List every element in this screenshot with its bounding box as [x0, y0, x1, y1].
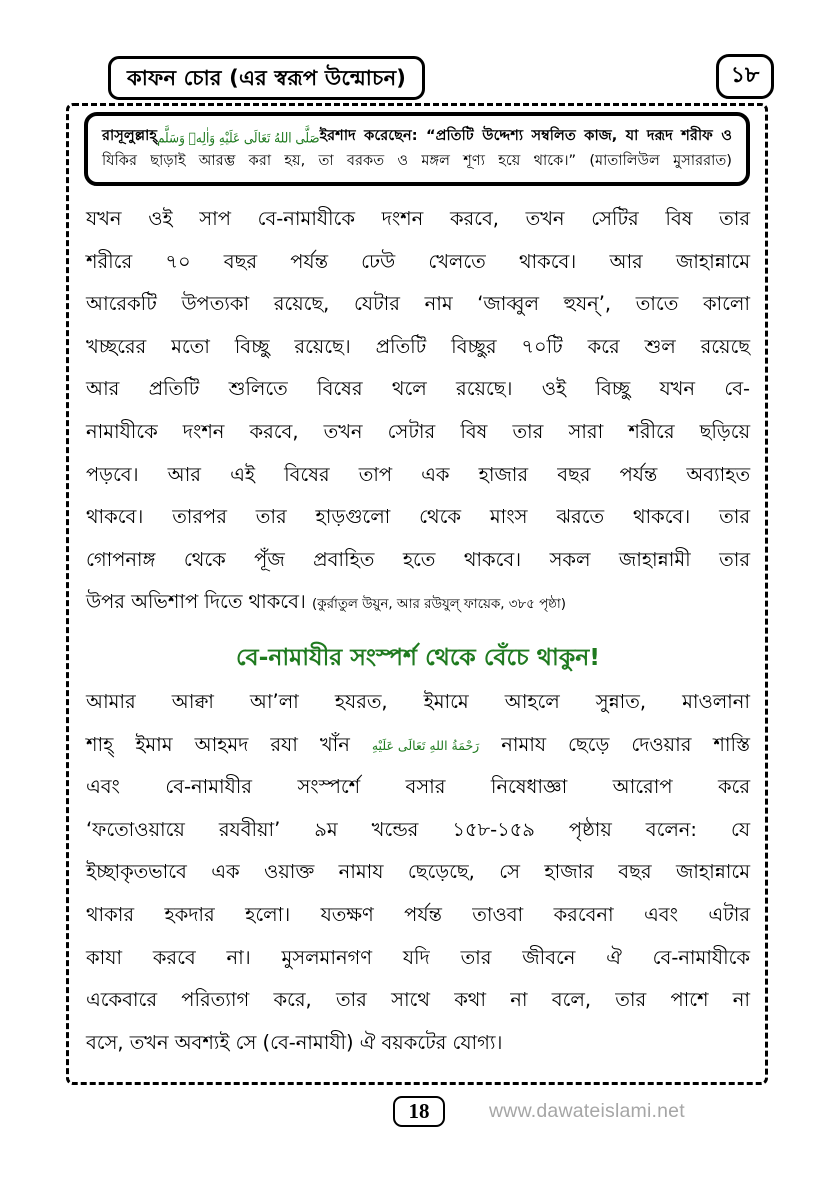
hadith-line-2: যিকির ছাড়াই আরম্ভ করা হয়, তা বরকত ও মঙ্গল শূণ্য হয়ে থাকে।” (মাতালিউল মুসাররাত) — [102, 152, 732, 169]
paragraph-one — [86, 198, 750, 627]
hadith-narrator: রাসূলুল্লাহ্ — [102, 127, 158, 144]
page-number-badge-bottom: 18 — [393, 1096, 445, 1127]
running-head — [108, 56, 774, 102]
body-line: খচ্ছরের মতো বিচ্ছু রয়েছে। প্রতিটি বিচ্ছুর ৭০টি করে শুল রয়েছে — [86, 334, 750, 358]
hadith-text-part-1: ইরশাদ করেছেন: “প্রতিটি উদ্দেশ্য সম্বলিত কাজ, যা দরূদ শরীফ ও — [319, 127, 732, 144]
body-line: এবং বে-নামাযীর সংস্পর্শে বসার নিষেধাজ্ঞা আরোপ করে — [86, 775, 750, 799]
section-heading-green: বে-নামাযীর সংস্পর্শ থেকে বেঁচে থাকুন! — [235, 642, 601, 671]
body-line: ‘ফতোওয়ায়ে রযবীয়া’ ৯ম খন্ডের ১৫৮-১৫৯ পৃষ্ঠায় বলেন: যে — [86, 817, 750, 841]
body-line: নামাযীকে দংশন করবে, তখন সেটার বিষ তার সারা শরীরে ছড়িয়ে — [86, 419, 750, 443]
body-line: একেবারে পরিত্যাগ করে, তার সাথে কথা না বলে, তার পাশে না — [86, 988, 750, 1012]
body-line: কাযা করবে না। মুসলমানগণ যদি তার জীবনে ঐ বে-নামাযীকে — [86, 945, 750, 969]
body-line-with-citation — [86, 581, 750, 627]
body-line: আমার আক্বা আ’লা হযরত, ইমামে আহলে সুন্নাত, মাওলানা — [86, 689, 750, 713]
body-line: আরেকটি উপত্যকা রয়েছে, যেটার নাম ‘জাব্বুল হুযন্’, তাতে কালো — [86, 292, 750, 316]
hadith-callout-box — [84, 112, 750, 186]
body-line: গোপনাঙ্গ থেকে পূঁজ প্রবাহিত হতে থাকবে। সকল জাহান্নামী তার — [86, 547, 750, 571]
page-footer — [0, 1096, 834, 1156]
running-title-chapter: কাফন চোর (এর স্বরূপ উন্মোচন) — [108, 56, 425, 100]
source-citation: (কুর্রাতুল উয়ুন, আর রউযুল্ ফায়েক, ৩৮৫ পৃষ্ঠা) — [311, 597, 566, 613]
body-line: থাকার হকদার হলো। যতক্ষণ পর্যন্ত তাওবা করবেনা এবং এটার — [86, 902, 750, 926]
rahmatullah-symbol-icon: رَحْمَةُ اللهِ تَعَالَى عَلَيْهِ — [371, 737, 480, 753]
body-line-with-honorific — [86, 724, 750, 767]
body-line: আর প্রতিটি শুলিতে বিষের থলে রয়েছে। ওই বিচ্ছু যখন বে- — [86, 377, 750, 401]
body-line: থাকবে। তারপর তার হাড়গুলো থেকে মাংস ঝরতে থাকবে। তার — [86, 505, 750, 529]
page-body — [86, 198, 750, 1064]
body-line: শরীরে ৭০ বছর পর্যন্ত ঢেউ খেলতে থাকবে। আর জাহান্নামে — [86, 249, 750, 273]
body-line: ইচ্ছাকৃতভাবে এক ওয়াক্ত নামায ছেড়েছে, সে হাজার বছর জাহান্নামে — [86, 860, 750, 884]
body-line-text: শাহ্ ইমাম আহমদ রযা খাঁন — [86, 732, 350, 756]
body-line-text: উপর অভিশাপ দিতে থাকবে। — [86, 590, 306, 614]
hadith-line-1 — [102, 123, 732, 148]
body-line: বসে, তখন অবশ্যই সে (বে-নামাযী) ঐ বয়কটের যোগ্য। — [86, 1030, 503, 1054]
page-number-badge-top: ১৮ — [716, 54, 774, 99]
salawat-symbol-icon: صَلَّى اللهُ تَعَالَى عَلَيْهِ وَاٰلِهٖ وَسَلَّم — [157, 129, 320, 147]
body-line: যখন ওই সাপ বে-নামাযীকে দংশন করবে, তখন সেটির বিষ তার — [86, 207, 750, 230]
website-watermark: www.dawateislami.net — [489, 1100, 685, 1122]
paragraph-two — [86, 681, 750, 1064]
body-line-text: নামায ছেড়ে দেওয়ার শাস্তি — [501, 732, 750, 756]
body-line: পড়বে। আর এই বিষের তাপ এক হাজার বছর পর্যন্ত অব্যাহত — [86, 462, 750, 486]
